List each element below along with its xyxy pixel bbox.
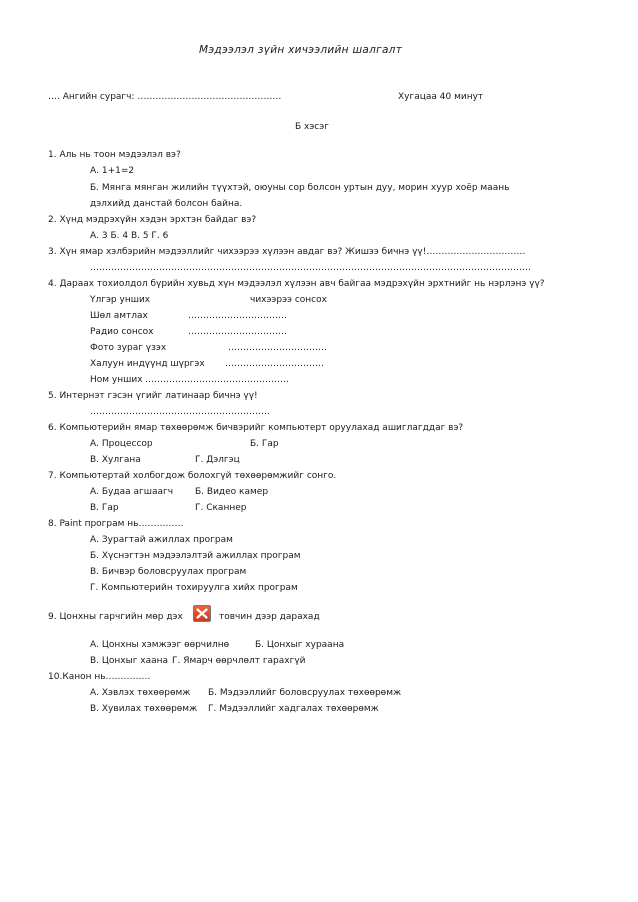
q9-option-c: В. Цонхыг хаана xyxy=(90,656,169,666)
q4-row-label: Ном унших xyxy=(90,375,143,385)
q4-row-answer: …………………………… xyxy=(225,359,324,369)
question-5: 5. Интернэт гэсэн үгийг латинаар бичнэ үү! xyxy=(48,391,258,401)
q10-option-c: В. Хувилах төхөөрөмж xyxy=(90,704,198,714)
question-3: 3. Хүн ямар хэлбэрийн мэдээллийг чихээрээ хүлээн авдаг вэ? Жишээ бичнэ үү!…………………………… xyxy=(48,247,526,257)
q6-option-d: Г. Дэлгэц xyxy=(195,455,240,465)
question-9-cont: товчин дээр дарахад xyxy=(219,612,320,622)
q9-option-a: А. Цонхны хэмжээг өөрчилнө xyxy=(90,640,230,650)
question-8: 8. Paint програм нь…………… xyxy=(48,519,184,529)
q8-option-c: В. Бичвэр боловсруулах програм xyxy=(90,567,247,577)
q7-option-a: А. Будаа агшаагч xyxy=(90,487,174,497)
q4-row-label: Халуун индүүнд шүргэх xyxy=(90,359,205,369)
q4-row-answer: …………………………… xyxy=(188,327,287,337)
q4-row-answer: …………………………… xyxy=(228,343,327,353)
question-7: 7. Компьютертай холбогдож болохгүй төхөөрөмжийг сонго. xyxy=(48,471,337,481)
q2-options: А. 3 Б. 4 В. 5 Г. 6 xyxy=(90,231,169,241)
question-4: 4. Дараах тохиолдол бүрийн хувьд хүн мэдээлэл хүлээн авч байгаа мэдрэхүйн эрхтнийг нь нэрлэнэ үү? xyxy=(48,279,545,289)
question-9: 9. Цонхны гарчгийн мөр дэх xyxy=(48,612,183,622)
q6-option-c: В. Хулгана xyxy=(90,455,141,465)
q8-option-a: А. Зурагтай ажиллах програм xyxy=(90,535,233,545)
question-1: 1. Аль нь тоон мэдээлэл вэ? xyxy=(48,150,181,160)
q1-option-a: А. 1+1=2 xyxy=(90,166,135,176)
q8-option-b: Б. Хүснэгтэн мэдээлэлтэй ажиллах програм xyxy=(90,551,301,561)
q7-option-b: Б. Видео камер xyxy=(195,487,269,497)
q10-option-a: А. Хэвлэх төхөөрөмж xyxy=(90,688,191,698)
q6-option-b: Б. Гар xyxy=(250,439,279,449)
q3-answer-line: ………………………………………………………………………………………………………………………………… xyxy=(90,263,531,273)
section-heading: Б хэсэг xyxy=(295,122,329,132)
q4-row-answer: …………………………… xyxy=(188,311,287,321)
question-6: 6. Компьютерийн ямар төхөөрөмж бичвэрийг компьютерт оруулахад ашиглагддаг вэ? xyxy=(48,423,464,433)
q9-option-b: Б. Цонхыг хураана xyxy=(255,640,345,650)
q4-row-label: Шөл амтлах xyxy=(90,311,148,321)
q8-option-d: Г. Компьютерийн тохируулга хийх програм xyxy=(90,583,298,593)
q4-row-label: Үлгэр унших xyxy=(90,295,151,305)
q7-option-c: В. Гар xyxy=(90,503,119,513)
time-limit: Хугацаа 40 минут xyxy=(398,92,484,102)
q4-row-label: Фото зураг үзэх xyxy=(90,343,167,353)
q6-option-a: А. Процессор xyxy=(90,439,153,449)
q1-option-b-cont: дэлхийд данстай болсон байна. xyxy=(90,199,243,209)
q4-row-answer: чихээрээ сонсох xyxy=(250,295,327,305)
close-icon xyxy=(193,605,211,622)
class-student-line: …. Ангийн сурагч: ………………………………………… xyxy=(48,92,282,102)
question-10: 10.Канон нь…………… xyxy=(48,672,151,682)
q10-option-d: Г. Мэдээллийг хадгалах төхөөрөмж xyxy=(208,704,379,714)
q10-option-b: Б. Мэдээллийг боловсруулах төхөөрөмж xyxy=(208,688,402,698)
q9-option-d: Г. Ямарч өөрчлөлт гарахгүй xyxy=(172,656,306,666)
q7-option-d: Г. Сканнер xyxy=(195,503,247,513)
question-2: 2. Хүнд мэдрэхүйн хэдэн эрхтэн байдаг вэ? xyxy=(48,215,257,225)
q4-row-answer: ………………………………………… xyxy=(145,375,289,385)
page-title: Мэдээлэл зүйн хичээлийн шалгалт xyxy=(199,44,403,56)
q4-row-label: Радио сонсох xyxy=(90,327,154,337)
q1-option-b: Б. Мянга мянган жилийн түүхтэй, оюуны сор болсон уртын дуу, морин хуур хоёр маань xyxy=(90,183,510,193)
q5-answer-line: …………………………………………………… xyxy=(90,407,270,417)
